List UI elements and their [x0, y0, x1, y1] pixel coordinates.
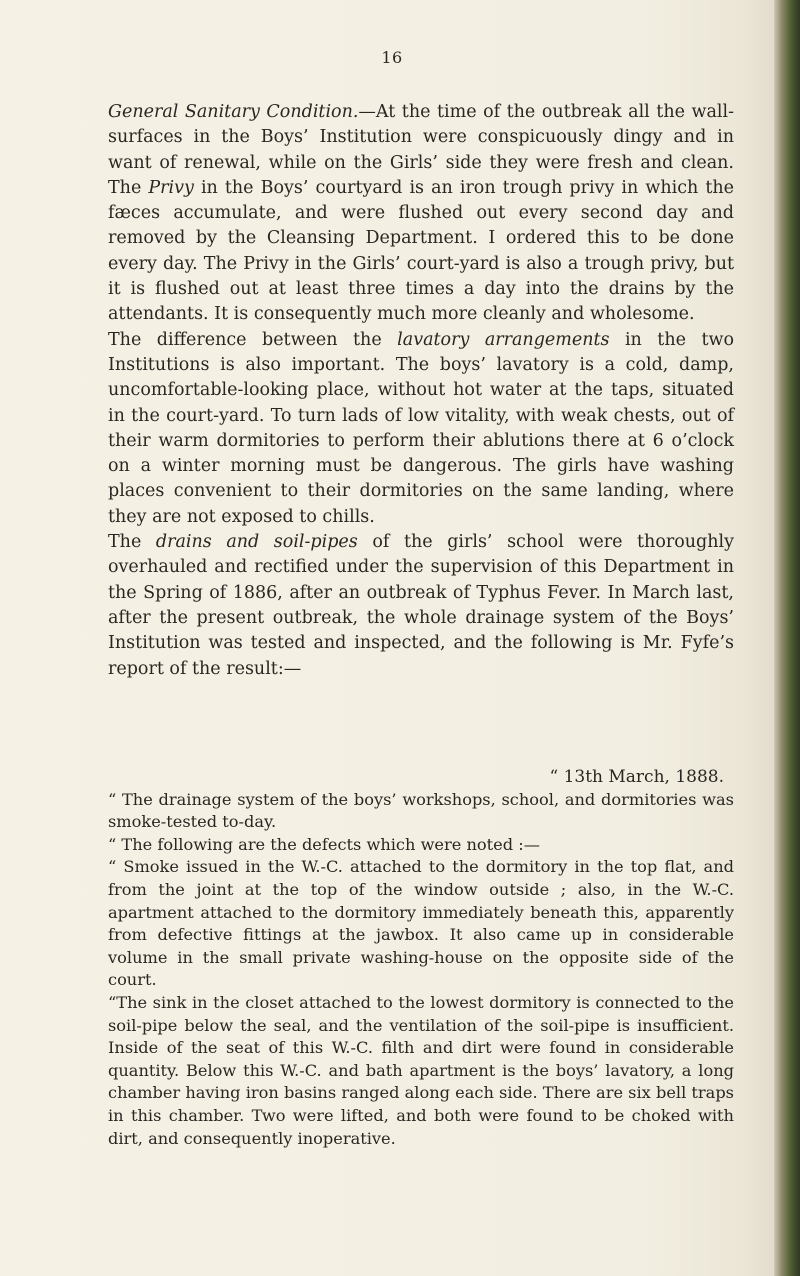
paragraph-sanitary-condition	[108, 100, 734, 328]
report-line: “ The following are the defects which were noted :—	[108, 834, 540, 854]
report-date: “ 13th March, 1888.	[549, 767, 724, 787]
emphasis-lavatory: lavatory arrangements	[397, 329, 610, 350]
main-text	[108, 100, 734, 682]
report-line: “The sink in the closet attached to the lowest dormitory is connected to the soil-pipe below the seal, and the ventilation of the soil-pipe is insufficient. Inside of the seat of this W.-C. filth and dirt were found in considerable quantity. Below this W.-C. and bath apartment is the boys’ lavatory, a long chamber having iron basins ranged along each side. There are six bell traps in this chamber. Two were lifted, and both were found to be choked with dirt, and consequently inoperative.	[108, 992, 734, 1148]
page-edge	[774, 0, 800, 1276]
report-quotation	[108, 766, 734, 1150]
page-number: 16	[381, 48, 403, 67]
report-line: “ The drainage system of the boys’ workshops, school, and dormitories was smoke-tested to-day.	[108, 789, 734, 832]
paragraph-lavatory	[108, 328, 734, 530]
paragraph-drains	[108, 530, 734, 682]
emphasis-privy: Privy	[148, 177, 194, 198]
paragraph-text: The	[108, 532, 156, 553]
emphasis-drains: drains and soil-pipes	[155, 532, 358, 553]
paragraph-heading: General Sanitary Condition.	[108, 102, 359, 122]
paragraph-text: —At the time of the outbreak all the wall-surfaces in the Boys’ Institution were conspicuously dingy and in want of renewal, while on the Girls’ side they were fresh and clean. The	[108, 102, 734, 198]
paragraph-text: in the two Institutions is also important. The boys’ lavatory is a cold, damp, uncomfortable-looking place, without hot water at the taps, situated in the court-yard. To turn lads of low vitality, with weak chests, out of their warm dormitories to perform their ablutions there at 6 o’clock on a winter morning must be dangerous. The girls have washing places convenient to their dormitories on the same landing, where they are not exposed to chills.	[108, 329, 734, 527]
paragraph-text: in the Boys’ courtyard is an iron trough privy in which the fæces accumulate, and were flushed out every second day and removed by the Cleansing Department. I ordered this to be done every day. The Privy in the Girls’ court-yard is also a trough privy, but it is flushed out at least three times a day into the drains by the attendants. It is consequently much more cleanly and wholesome.	[108, 177, 734, 325]
paragraph-text: The difference between the	[108, 329, 398, 350]
paragraph-text: of the girls’ school were thoroughly overhauled and rectified under the supervision of this Department in the Spring of 1886, after an outbreak of Typhus Fever. In March last, after the present outbreak, the whole drainage system of the Boys’ Institution was tested and inspected, and the following is Mr. Fyfe’s report of the result:—	[108, 532, 734, 679]
report-line: “ Smoke issued in the W.-C. attached to the dormitory in the top flat, and from the joint at the top of the window outside ; also, in the W.-C. apartment attached to the dormitory immediately beneath this, apparently from defective fittings at the jawbox. It also came up in considerable volume in the small private washing-house on the opposite side of the court.	[108, 857, 734, 990]
